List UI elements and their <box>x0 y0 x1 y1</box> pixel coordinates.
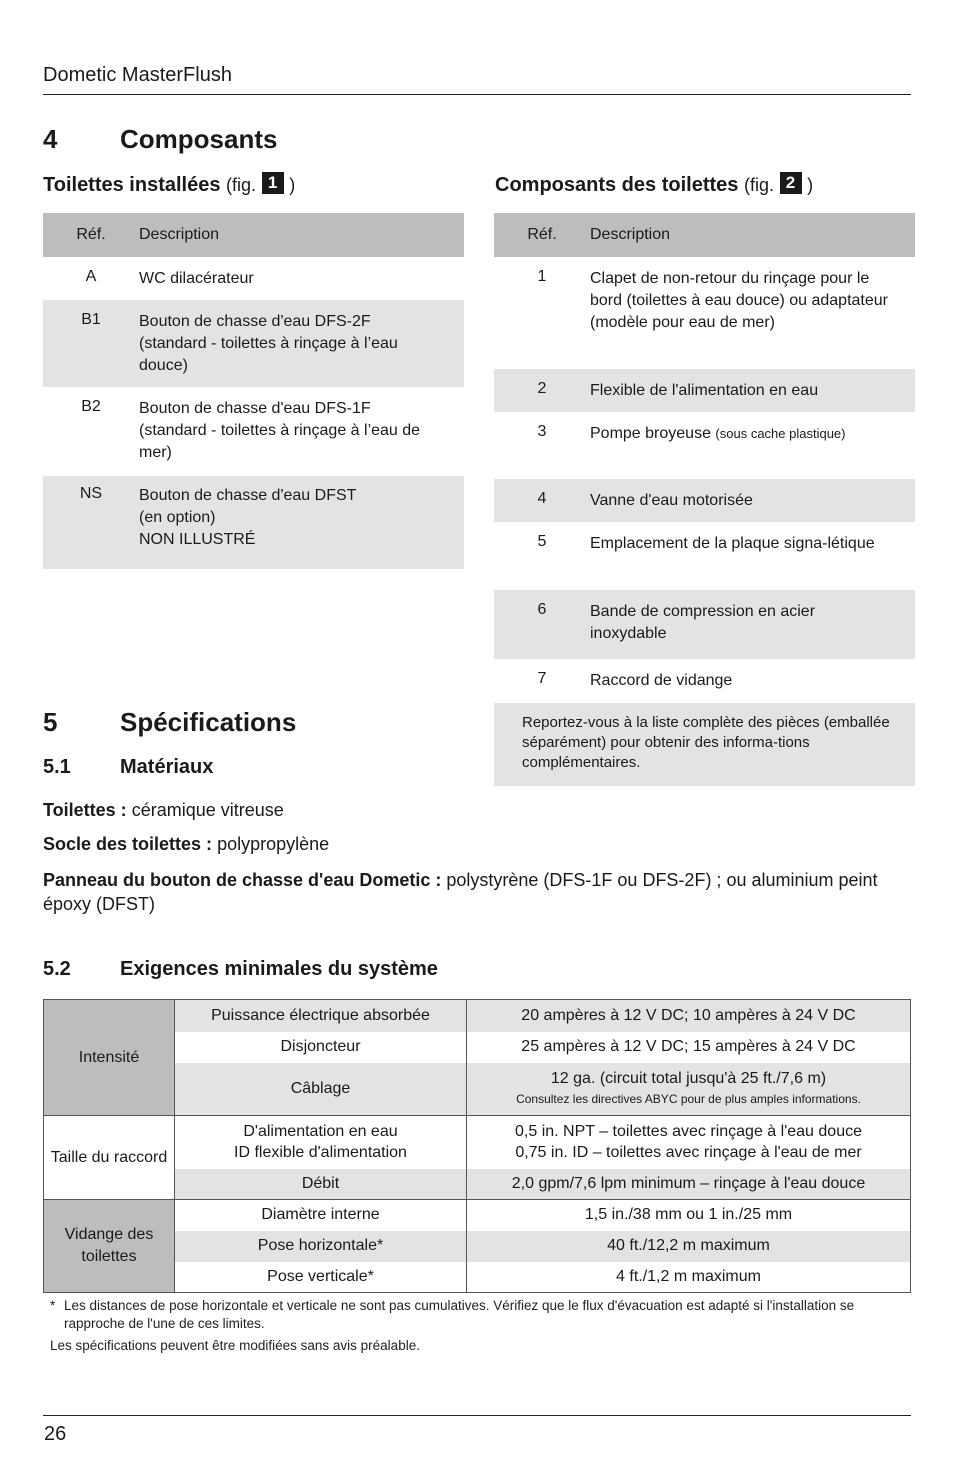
table-row <box>44 1200 911 1231</box>
row-desc: Bouton de chasse d'eau DFS-1F (standard - toilettes à rinçage à l’eau de mer) <box>139 400 421 461</box>
installed-table <box>43 213 464 569</box>
footnote-1-text: Les distances de pose horizontale et verticale ne sont pas cumulatives. Vérifiez que le flux d'évacuation est adapté si l'installation se rapproche de l'une de ces limites. <box>64 1298 855 1331</box>
components-fig-number: 2 <box>780 172 802 194</box>
spec-table <box>43 999 911 1293</box>
row-ref: 6 <box>537 601 547 618</box>
components-table <box>494 213 915 702</box>
section-4-title: Composants <box>120 124 278 154</box>
row-ref: B2 <box>81 398 101 415</box>
material-base <box>43 832 911 856</box>
spec-group-vidange: Vidange des toilettes <box>44 1200 175 1293</box>
installed-fig-close: ) <box>289 175 296 195</box>
spec-name: Débit <box>175 1169 467 1200</box>
spec-value: 12 ga. (circuit total jusqu'à 25 ft./7,6 m) <box>550 1069 827 1087</box>
table-row <box>44 1231 911 1262</box>
table-row <box>494 479 915 522</box>
row-ref: NS <box>79 485 103 502</box>
row-ref: 3 <box>537 423 547 440</box>
header-rule <box>43 94 911 95</box>
spec-name: Pose horizontale* <box>175 1231 467 1262</box>
table-row <box>44 1000 911 1032</box>
row-desc: Flexible de l'alimentation en eau <box>590 382 819 399</box>
table-row <box>44 1063 911 1116</box>
section-5-2-heading <box>43 958 438 981</box>
spec-group-raccord: Taille du raccord <box>44 1116 175 1200</box>
section-5-2-number: 5.2 <box>43 958 71 980</box>
row-desc: Vanne d'eau motorisée <box>590 492 753 509</box>
table-row <box>43 300 464 387</box>
installed-table-header <box>43 213 464 257</box>
material-toilet <box>43 798 911 822</box>
col-ref-header: Réf. <box>76 226 106 243</box>
footnote-1 <box>50 1297 902 1333</box>
spec-value: 1,5 in./38 mm ou 1 in./25 mm <box>467 1200 911 1231</box>
spec-name: D'alimentation en eau <box>243 1123 398 1141</box>
table-row <box>494 369 915 412</box>
table-row <box>494 257 915 369</box>
material-base-label: Socle des toilettes : <box>43 834 213 854</box>
row-desc <box>590 423 915 445</box>
footnote-star: * <box>50 1298 56 1313</box>
table-row <box>44 1116 911 1169</box>
col-desc-header: Description <box>139 226 220 243</box>
installed-fig-number: 1 <box>262 172 284 194</box>
row-ref: A <box>85 268 97 285</box>
col-ref-header: Réf. <box>527 226 557 243</box>
row-ref: 2 <box>537 380 547 397</box>
section-4-heading <box>43 124 277 155</box>
row-desc-small: (sous cache plastique) <box>715 426 846 441</box>
col-desc-header: Description <box>590 226 671 243</box>
table-row <box>494 659 915 702</box>
footer-rule <box>43 1415 911 1416</box>
section-5-2-title: Exigences minimales du système <box>120 958 438 980</box>
row-desc: Bouton de chasse d'eau DFS-2F (standard - toilettes à rinçage à l’eau douce) <box>139 313 398 374</box>
spec-value: 4 ft./1,2 m maximum <box>467 1262 911 1293</box>
spec-name: Pose verticale* <box>175 1262 467 1293</box>
installed-subheading <box>43 172 295 197</box>
table-row <box>44 1262 911 1293</box>
spec-value: 0,75 in. ID – toilettes avec rinçage à l'eau de mer <box>515 1144 862 1162</box>
row-desc-line: Bouton de chasse d'eau DFST <box>139 487 357 504</box>
material-panel-label: Panneau du bouton de chasse d'eau Dometic : <box>43 870 442 890</box>
spec-value-cell <box>467 1116 911 1169</box>
spec-value: 20 ampères à 12 V DC; 10 ampères à 24 V DC <box>467 1000 911 1032</box>
row-desc-line: NON ILLUSTRÉ <box>139 531 256 548</box>
spec-name: Disjoncteur <box>175 1032 467 1063</box>
table-row <box>44 1169 911 1200</box>
installed-fig-label: (fig. <box>226 175 257 195</box>
spec-value: 40 ft./12,2 m maximum <box>467 1231 911 1262</box>
components-note: Reportez-vous à la liste complète des pièces (emballée séparément) pour obtenir des informa-tions complémentaires. <box>494 703 915 786</box>
section-5-number: 5 <box>43 707 58 737</box>
material-toilet-label: Toilettes : <box>43 800 127 820</box>
table-row <box>43 387 464 476</box>
row-desc: WC dilacérateur <box>139 270 254 287</box>
header-title: Dometic MasterFlush <box>43 64 232 86</box>
spec-name: Câblage <box>175 1063 467 1116</box>
row-desc: Clapet de non-retour du rinçage pour le bord (toilettes à eau douce) ou adaptateur (modèle pour eau de mer) <box>590 270 888 331</box>
table-row <box>43 257 464 300</box>
section-5-title: Spécifications <box>120 707 297 737</box>
spec-name-cell <box>175 1116 467 1169</box>
row-ref: 5 <box>537 533 547 550</box>
table-row <box>494 590 915 659</box>
components-fig-close: ) <box>807 175 814 195</box>
row-desc: Emplacement de la plaque signa-létique <box>590 535 875 552</box>
spec-value-note: Consultez les directives ABYC pour de plus amples informations. <box>516 1091 861 1106</box>
material-toilet-value: céramique vitreuse <box>131 800 284 820</box>
material-base-value: polypropylène <box>217 834 330 854</box>
section-5-1-title: Matériaux <box>120 756 214 778</box>
section-5-1-number: 5.1 <box>43 756 71 778</box>
material-panel <box>43 868 893 916</box>
section-5-1-heading <box>43 756 213 779</box>
spec-group-intensite: Intensité <box>44 1000 175 1116</box>
spec-name: ID flexible d'alimentation <box>234 1144 407 1162</box>
spec-value: 2,0 gpm/7,6 lpm minimum – rinçage à l'eau douce <box>467 1169 911 1200</box>
row-ref: 7 <box>537 670 547 687</box>
components-fig-label: (fig. <box>743 175 774 195</box>
components-title: Composants des toilettes <box>495 174 739 196</box>
spec-value-cell <box>467 1063 911 1116</box>
material-panel-value: polystyrène (DFS-1F ou DFS-2F) ; ou aluminium peint époxy (DFST) <box>43 870 878 914</box>
table-row <box>44 1032 911 1063</box>
row-desc: Raccord de vidange <box>590 672 733 689</box>
row-desc: Bande de compression en acier inoxydable <box>590 603 816 642</box>
table-row <box>494 412 915 479</box>
row-ref: B1 <box>81 311 101 328</box>
spec-value: 25 ampères à 12 V DC; 15 ampères à 24 V DC <box>467 1032 911 1063</box>
spec-name: Diamètre interne <box>175 1200 467 1231</box>
section-4-number: 4 <box>43 124 58 154</box>
section-5-heading <box>43 707 296 738</box>
footnote-2: Les spécifications peuvent être modifiées sans avis préalable. <box>50 1338 420 1353</box>
row-desc-main: Pompe broyeuse <box>590 425 711 442</box>
page-number: 26 <box>44 1423 67 1445</box>
table-row <box>494 522 915 590</box>
spec-value: 0,5 in. NPT – toilettes avec rinçage à l'eau douce <box>515 1123 862 1141</box>
row-desc <box>139 485 464 551</box>
row-ref: 4 <box>537 490 547 507</box>
row-ref: 1 <box>537 268 547 285</box>
components-subheading <box>495 172 813 197</box>
components-table-header <box>494 213 915 257</box>
row-desc-line: (en option) <box>139 509 216 526</box>
spec-name: Puissance électrique absorbée <box>175 1000 467 1032</box>
table-row <box>43 476 464 569</box>
installed-title: Toilettes installées <box>43 174 221 196</box>
